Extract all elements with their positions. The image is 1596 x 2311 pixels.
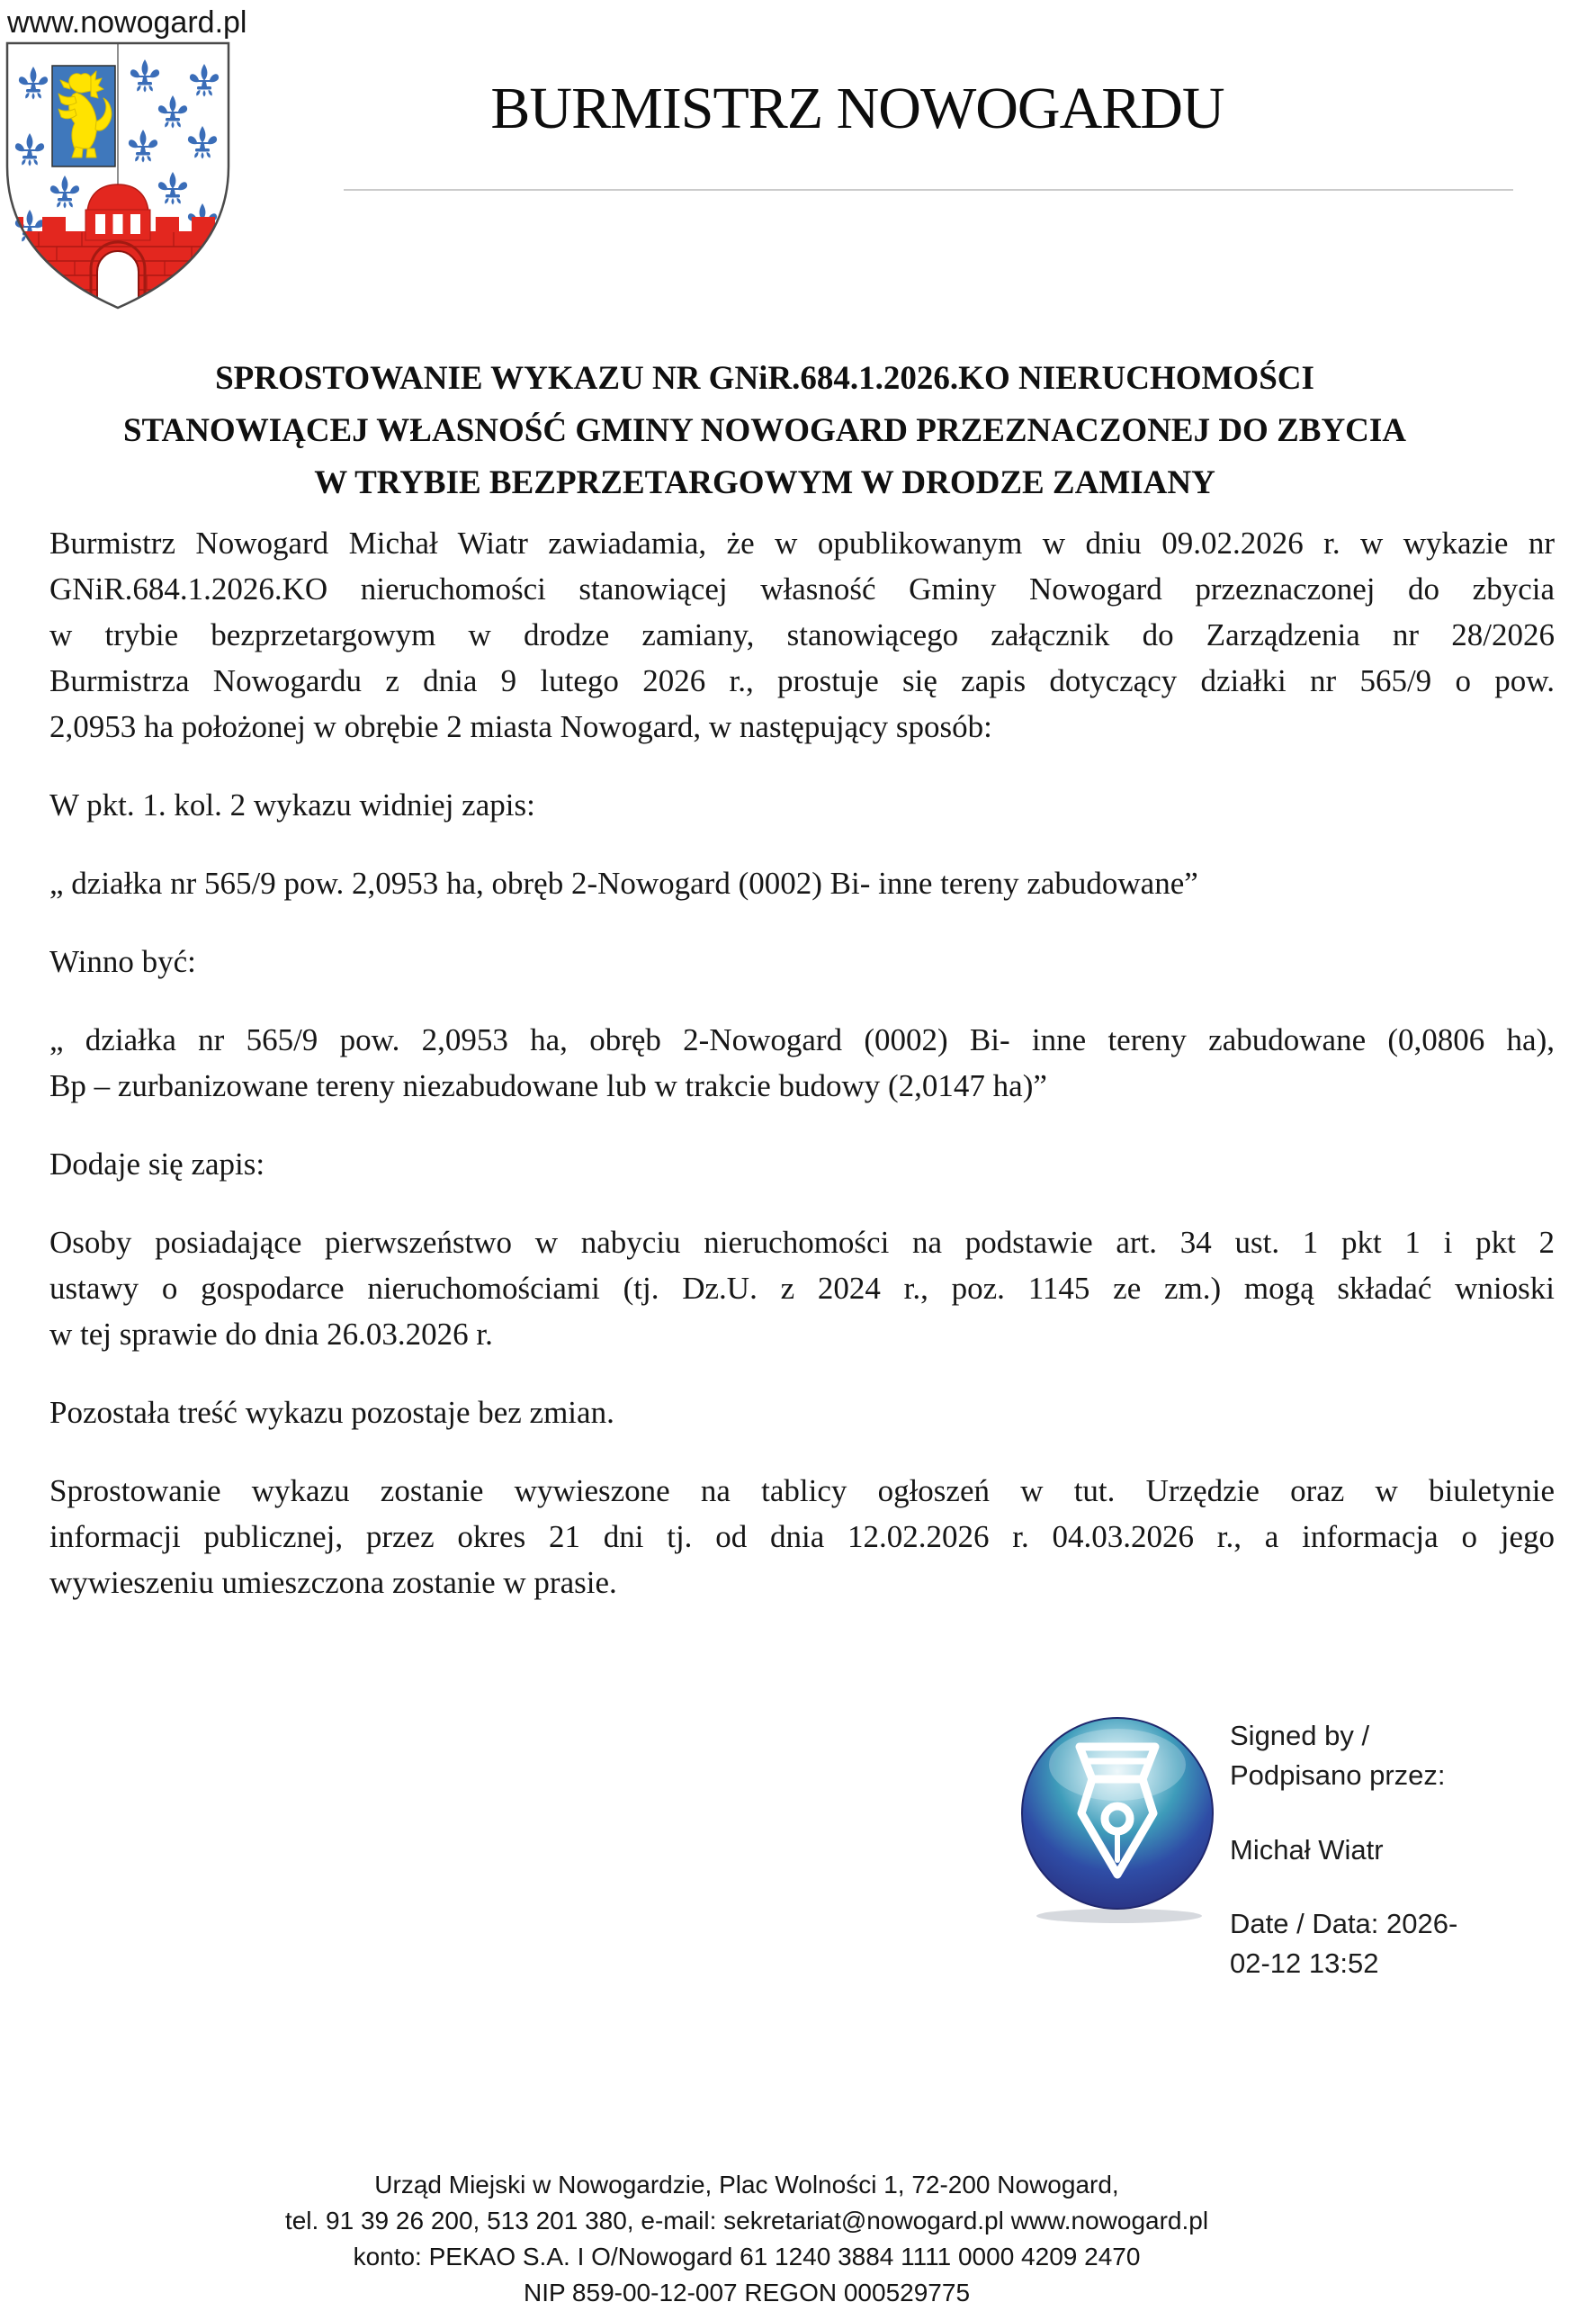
signature-label-line: Signed by / bbox=[1230, 1720, 1370, 1751]
signature-label-line: Podpisano przez: bbox=[1230, 1759, 1446, 1791]
text-line: ustawy o gospodarce nieruchomościami (tj. Dz.U. z 2024 r., poz. 1145 ze zm.) mogą składać wnioski bbox=[49, 1271, 1555, 1306]
text-line: Sprostowanie wykazu zostanie wywieszone na tablicy ogłoszeń w tut. Urzędzie oraz w biuletynie bbox=[49, 1473, 1555, 1508]
text-line: „ działka nr 565/9 pow. 2,0953 ha, obręb 2-Nowogard (0002) Bi- inne tereny zabudowane” bbox=[49, 866, 1198, 901]
paragraph-intro bbox=[49, 520, 1555, 750]
notice-heading bbox=[49, 353, 1480, 509]
page-title: BURMISTRZ NOWOGARDU bbox=[490, 76, 1224, 141]
signature-date-line: Date / Data: 2026- bbox=[1230, 1908, 1458, 1939]
notice-heading-line: W TRYBIE BEZPRZETARGOWYM W DRODZE ZAMIANY bbox=[314, 464, 1215, 501]
notice-heading-line: STANOWIĄCEJ WŁASNOŚĆ GMINY NOWOGARD PRZEZNACZONEJ DO ZBYCIA bbox=[122, 412, 1407, 449]
text-line: Bp – zurbanizowane tereny niezabudowane lub w trakcie budowy (2,0147 ha)” bbox=[49, 1068, 1047, 1103]
signature-name bbox=[1230, 1830, 1527, 1870]
text-line: Winno być: bbox=[49, 944, 196, 979]
signature-date bbox=[1230, 1904, 1527, 1983]
text-line: w tej sprawie do dnia 26.03.2026 r. bbox=[49, 1317, 493, 1352]
text-line: „ działka nr 565/9 pow. 2,0953 ha, obręb 2-Nowogard (0002) Bi- inne tereny zabudowane (0,0806 ha), bbox=[49, 1022, 1555, 1057]
title-rule-divider bbox=[344, 189, 1513, 191]
text-line: w trybie bezprzetargowym w drodze zamiany, stanowiącego załącznik do Zarządzenia nr 28/2026 bbox=[49, 617, 1555, 652]
paragraph-should-be-label bbox=[49, 939, 1555, 985]
text-line: wywieszeniu umieszczona zostanie w prasie. bbox=[49, 1565, 617, 1600]
text-line: Dodaje się zapis: bbox=[49, 1147, 265, 1182]
signer-name: Michał Wiatr bbox=[1230, 1834, 1384, 1866]
footer-nip-regon-line: NIP 859-00-12-007 REGON 000529775 bbox=[523, 2279, 971, 2307]
paragraph-current-entry-quote bbox=[49, 860, 1555, 906]
paragraph-publication-info bbox=[49, 1468, 1555, 1605]
pen-nib-seal-icon bbox=[1018, 1713, 1216, 1924]
masthead-website: www.nowogard.pl bbox=[7, 5, 247, 40]
text-line: Pozostała treść wykazu pozostaje bez zmian. bbox=[49, 1395, 614, 1430]
footer-address-line: Urząd Miejski w Nowogardzie, Plac Wolności 1, 72-200 Nowogard, bbox=[374, 2171, 1119, 2199]
notice-heading-line: SPROSTOWANIE WYKAZU NR GNiR.684.1.2026.KO NIERUCHOMOŚCI bbox=[215, 360, 1314, 397]
document-body bbox=[49, 353, 1555, 1638]
signature-date-line: 02-12 13:52 bbox=[1230, 1947, 1379, 1979]
text-line: Burmistrz Nowogard Michał Wiatr zawiadamia, że w opublikowanym w dniu 09.02.2026 r. w wykazie nr bbox=[49, 526, 1555, 561]
footer-bank-line: konto: PEKAO S.A. I O/Nowogard 61 1240 3884 1111 0000 4209 2470 bbox=[353, 2243, 1141, 2271]
signature-signed-by bbox=[1230, 1716, 1527, 1795]
paragraph-current-entry-label bbox=[49, 782, 1555, 828]
signature-stamp bbox=[1018, 1713, 1216, 1924]
text-line: Burmistrza Nowogardu z dnia 9 lutego 2026 r., prostuje się zapis dotyczący działki nr 565/9 o pow. bbox=[49, 663, 1555, 698]
text-line: Osoby posiadające pierwszeństwo w nabyciu nieruchomości na podstawie art. 34 ust. 1 pkt 1 i pkt 2 bbox=[49, 1225, 1555, 1260]
footer-contact-line: tel. 91 39 26 200, 513 201 380, e-mail: sekretariat@nowogard.pl www.nowogard.pl bbox=[284, 2207, 1209, 2235]
paragraph-no-other-changes bbox=[49, 1389, 1555, 1435]
text-line: 2,0953 ha położonej w obrębie 2 miasta Nowogard, w następujący sposób: bbox=[49, 709, 992, 744]
paragraph-priority-claims bbox=[49, 1219, 1555, 1357]
text-line: GNiR.684.1.2026.KO nieruchomości stanowiącej własność Gminy Nowogard przeznaczonej do zbycia bbox=[49, 571, 1555, 607]
paragraph-addition-label bbox=[49, 1141, 1555, 1187]
text-line: W pkt. 1. kol. 2 wykazu widniej zapis: bbox=[49, 787, 535, 823]
document-footer bbox=[0, 2167, 1493, 2311]
paragraph-corrected-entry-quote bbox=[49, 1017, 1555, 1109]
text-line: informacji publicznej, przez okres 21 dni tj. od dnia 12.02.2026 r. 04.03.2026 r., a informacja o jego bbox=[49, 1519, 1555, 1554]
